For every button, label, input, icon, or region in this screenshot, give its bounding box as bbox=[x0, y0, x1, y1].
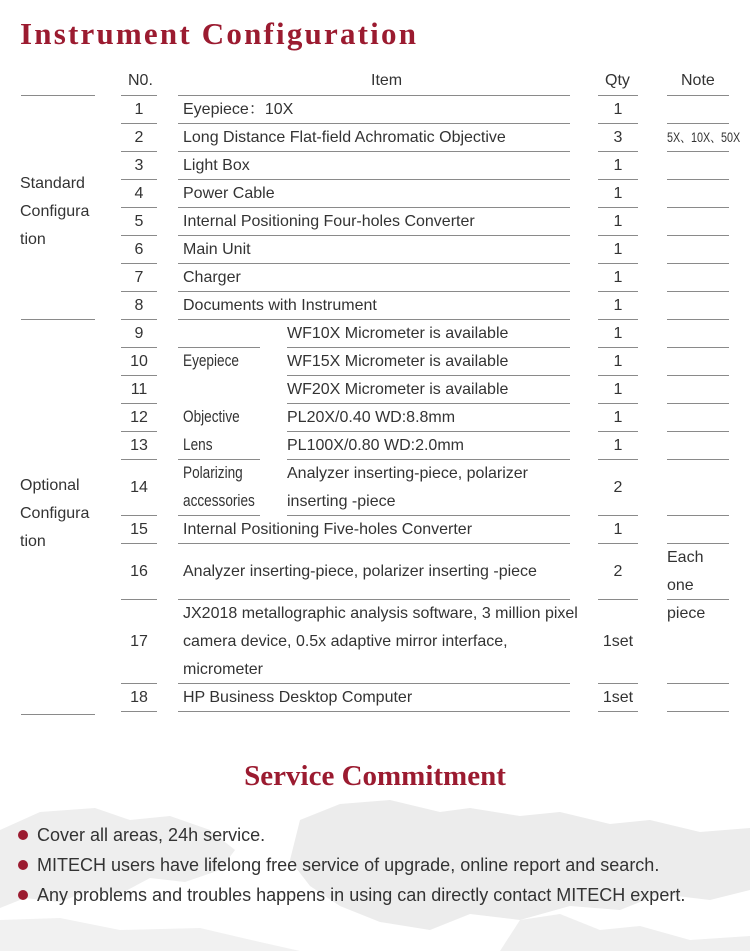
row-item: JX2018 metallographic analysis software, 3 million pixel camera device, 0.5x adaptive mirror interface, micrometer bbox=[183, 605, 578, 678]
subgroup-polarizing: Polarizing accessories bbox=[183, 463, 255, 510]
bullet-text: MITECH users have lifelong free service of upgrade, online report and search. bbox=[37, 854, 660, 875]
row-qty: 1 bbox=[613, 325, 623, 342]
row-item: Analyzer inserting-piece, polarizer inserting -piece bbox=[183, 563, 537, 580]
row-item: Eyepiece：10X bbox=[183, 101, 294, 118]
subgroup-objective: Objective Lens bbox=[183, 407, 240, 454]
row-no: 17 bbox=[130, 633, 148, 650]
row-no: 5 bbox=[134, 213, 144, 230]
row-rule bbox=[598, 599, 638, 600]
row-qty: 1 bbox=[613, 269, 623, 286]
row-qty: 1 bbox=[613, 297, 623, 314]
row-qty: 1 bbox=[613, 521, 623, 538]
rule bbox=[667, 95, 729, 96]
row-item: PL100X/0.80 WD:2.0mm bbox=[287, 437, 464, 454]
row-rule bbox=[121, 459, 157, 460]
row-qty: 2 bbox=[613, 563, 623, 580]
row-no: 4 bbox=[134, 185, 144, 202]
group-rule bbox=[21, 319, 95, 320]
row-no: 1 bbox=[134, 101, 144, 118]
page-title: Instrument Configuration bbox=[20, 16, 419, 51]
row-note: Each one piece bbox=[667, 549, 706, 622]
row-item: Internal Positioning Five-holes Converter bbox=[183, 521, 473, 538]
row-qty: 1 bbox=[613, 353, 623, 370]
row-rule bbox=[598, 459, 638, 460]
rule bbox=[21, 95, 95, 96]
row-rule bbox=[667, 263, 729, 264]
row-qty: 1 bbox=[613, 185, 623, 202]
row-qty: 1 bbox=[613, 381, 623, 398]
row-qty: 1 bbox=[613, 101, 623, 118]
row-note: 5X、10X、50X bbox=[667, 130, 741, 145]
service-bullet bbox=[18, 881, 685, 909]
row-item: Main Unit bbox=[183, 241, 251, 258]
row-rule bbox=[598, 543, 638, 544]
row-qty: 1 bbox=[613, 157, 623, 174]
row-rule bbox=[667, 599, 729, 600]
row-rule bbox=[667, 683, 729, 684]
row-qty: 1 bbox=[613, 241, 623, 258]
bullet-dot-icon bbox=[18, 830, 28, 840]
row-qty: 1 bbox=[613, 409, 623, 426]
header-note: Note bbox=[681, 72, 715, 89]
row-no: 16 bbox=[130, 563, 148, 580]
row-rule bbox=[667, 319, 729, 320]
subgroup-rule bbox=[178, 515, 260, 516]
row-rule bbox=[598, 711, 638, 712]
service-bullet bbox=[18, 821, 265, 849]
group-standard: Standard Configura tion bbox=[20, 175, 90, 248]
row-item: Long Distance Flat-field Achromatic Objective bbox=[183, 129, 506, 146]
row-rule bbox=[667, 151, 729, 152]
row-rule bbox=[178, 711, 570, 712]
row-qty: 2 bbox=[613, 479, 623, 496]
row-no: 18 bbox=[130, 689, 148, 706]
subgroup-eyepiece: Eyepiece bbox=[183, 351, 239, 370]
row-item: WF20X Micrometer is available bbox=[287, 381, 509, 398]
row-item: Documents with Instrument bbox=[183, 297, 377, 314]
subgroup-rule bbox=[178, 347, 260, 348]
row-rule bbox=[667, 207, 729, 208]
row-rule bbox=[667, 459, 729, 460]
row-rule bbox=[121, 711, 157, 712]
service-bullet bbox=[18, 851, 659, 879]
row-item: PL20X/0.40 WD:8.8mm bbox=[287, 409, 456, 426]
row-qty: 1set bbox=[602, 689, 634, 706]
row-no: 3 bbox=[134, 157, 144, 174]
row-item: Charger bbox=[183, 269, 241, 286]
row-item: WF10X Micrometer is available bbox=[287, 325, 509, 342]
bullet-text: Any problems and troubles happens in using can directly contact MITECH expert. bbox=[37, 884, 686, 905]
row-item: Power Cable bbox=[183, 185, 275, 202]
row-rule bbox=[667, 515, 729, 516]
row-rule bbox=[121, 543, 157, 544]
row-rule bbox=[121, 599, 157, 600]
row-item: Light Box bbox=[183, 157, 250, 174]
row-no: 10 bbox=[130, 353, 148, 370]
row-no: 11 bbox=[130, 381, 148, 398]
row-no: 15 bbox=[130, 521, 148, 538]
row-rule bbox=[178, 543, 570, 544]
row-rule bbox=[667, 431, 729, 432]
row-no: 2 bbox=[134, 129, 144, 146]
row-no: 13 bbox=[130, 437, 148, 454]
row-rule bbox=[667, 711, 729, 712]
row-rule bbox=[667, 179, 729, 180]
row-no: 12 bbox=[130, 409, 148, 426]
group-rule bbox=[21, 714, 95, 715]
row-item: WF15X Micrometer is available bbox=[287, 353, 509, 370]
row-rule bbox=[667, 403, 729, 404]
row-qty: 3 bbox=[613, 129, 623, 146]
row-rule bbox=[667, 291, 729, 292]
group-optional: Optional Configura tion bbox=[20, 477, 90, 550]
row-item: Analyzer inserting-piece, polarizer inserting -piece bbox=[287, 465, 528, 510]
header-item: Item bbox=[371, 72, 403, 89]
bullet-text: Cover all areas, 24h service. bbox=[37, 824, 266, 845]
row-no: 7 bbox=[134, 269, 144, 286]
service-title: Service Commitment bbox=[244, 760, 506, 792]
row-item: Internal Positioning Four-holes Converter bbox=[183, 213, 475, 230]
bullet-dot-icon bbox=[18, 860, 28, 870]
bullet-dot-icon bbox=[18, 890, 28, 900]
header-no: N0. bbox=[128, 72, 153, 89]
row-item: HP Business Desktop Computer bbox=[183, 689, 413, 706]
row-no: 14 bbox=[130, 479, 148, 496]
row-qty: 1 bbox=[613, 213, 623, 230]
row-rule bbox=[667, 375, 729, 376]
row-rule bbox=[667, 235, 729, 236]
row-rule bbox=[667, 347, 729, 348]
row-qty: 1 bbox=[613, 437, 623, 454]
row-no: 9 bbox=[134, 325, 144, 342]
row-no: 6 bbox=[134, 241, 144, 258]
row-no: 8 bbox=[134, 297, 144, 314]
subgroup-rule bbox=[178, 459, 260, 460]
header-qty: Qty bbox=[605, 72, 630, 89]
row-qty: 1set bbox=[602, 633, 634, 650]
